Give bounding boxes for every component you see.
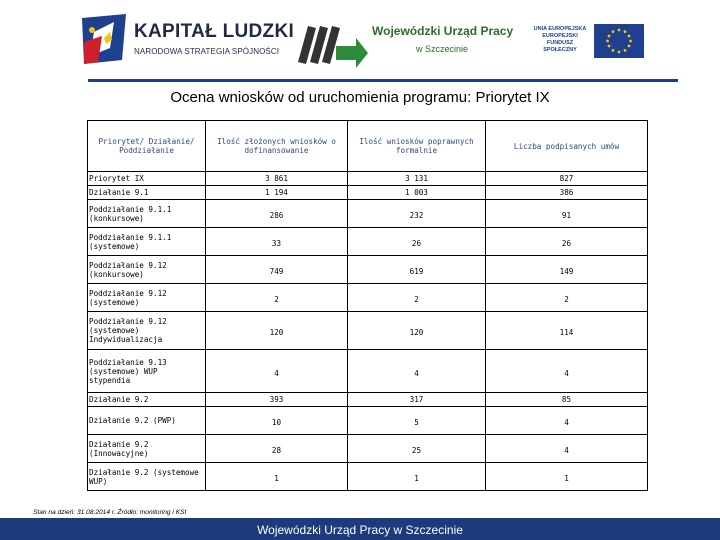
table-row (88, 200, 648, 228)
eu-logo (528, 22, 648, 68)
row-label: Działanie 9.2 (systemowe WUP) (88, 463, 206, 491)
row-submitted: 393 (206, 393, 348, 407)
wup-emblem-icon (292, 18, 368, 70)
row-correct: 5 (348, 407, 486, 435)
row-signed: 149 (486, 256, 648, 284)
row-label: Poddziałanie 9.1.1 (systemowe) (88, 228, 206, 256)
table-row (88, 435, 648, 463)
kapital-ludzki-subtitle: NARODOWA STRATEGIA SPÓJNOŚCI (134, 47, 280, 56)
row-correct: 1 003 (348, 186, 486, 200)
header-submitted: Ilość złożonych wniosków o dofinansowanie (206, 121, 348, 172)
table-row (88, 350, 648, 393)
row-label: Poddziałanie 9.13 (systemowe) WUP stypendia (88, 350, 206, 393)
row-submitted: 120 (206, 312, 348, 350)
row-label: Działanie 9.1 (88, 186, 206, 200)
eu-logo-line3: FUNDUSZ SPOŁECZNY (543, 40, 577, 53)
row-submitted: 286 (206, 200, 348, 228)
row-signed: 827 (486, 172, 648, 186)
row-signed: 26 (486, 228, 648, 256)
row-label: Poddziałanie 9.12 (konkursowe) (88, 256, 206, 284)
table-row (88, 284, 648, 312)
row-label: Poddziałanie 9.12 (systemowe) Indywidualizacja (88, 312, 206, 350)
header-correct: Ilość wniosków poprawnych formalnie (348, 121, 486, 172)
wup-logo-name: Wojewódzki Urząd Pracy (372, 24, 514, 38)
row-correct: 1 (348, 463, 486, 491)
data-source-note: Stan na dzień: 31.08.2014 r. Źródło: monitoring i KSI (33, 509, 187, 516)
row-signed: 4 (486, 350, 648, 393)
table-row (88, 407, 648, 435)
table-header-row (88, 121, 648, 172)
row-label: Działanie 9.2 (Innowacyjne) (88, 435, 206, 463)
row-label: Priorytet IX (88, 172, 206, 186)
row-correct: 4 (348, 350, 486, 393)
row-signed: 114 (486, 312, 648, 350)
eu-logo-line1: UNIA EUROPEJSKA (533, 26, 587, 32)
row-correct: 619 (348, 256, 486, 284)
table-row (88, 256, 648, 284)
kapital-ludzki-title: KAPITAŁ LUDZKI (134, 21, 295, 42)
kapital-ludzki-logo (80, 12, 295, 68)
row-correct: 120 (348, 312, 486, 350)
row-label: Poddziałanie 9.12 (systemowe) (88, 284, 206, 312)
table-row (88, 186, 648, 200)
row-correct: 3 131 (348, 172, 486, 186)
table-row (88, 463, 648, 491)
page-title: Ocena wniosków od uruchomienia programu: Priorytet IX (170, 89, 550, 106)
table-row (88, 228, 648, 256)
row-signed: 4 (486, 435, 648, 463)
footer-bar (0, 518, 720, 540)
row-signed: 85 (486, 393, 648, 407)
row-submitted: 749 (206, 256, 348, 284)
row-correct: 232 (348, 200, 486, 228)
row-submitted: 33 (206, 228, 348, 256)
row-submitted: 1 (206, 463, 348, 491)
row-signed: 386 (486, 186, 648, 200)
row-signed: 2 (486, 284, 648, 312)
row-submitted: 2 (206, 284, 348, 312)
table-row (88, 312, 648, 350)
eu-logo-text (530, 26, 590, 54)
row-label: Działanie 9.2 (PWP) (88, 407, 206, 435)
row-signed: 4 (486, 407, 648, 435)
row-submitted: 3 861 (206, 172, 348, 186)
row-submitted: 4 (206, 350, 348, 393)
wup-logo-city: w Szczecinie (416, 44, 469, 54)
row-label: Poddziałanie 9.1.1 (konkursowe) (88, 200, 206, 228)
row-correct: 26 (348, 228, 486, 256)
footer-text: Wojewódzki Urząd Pracy w Szczecinie (257, 523, 463, 537)
row-submitted: 1 194 (206, 186, 348, 200)
table-row (88, 172, 648, 186)
eu-flag-icon (594, 24, 644, 58)
table-row (88, 393, 648, 407)
wup-logo (292, 18, 514, 70)
applications-table (87, 120, 648, 491)
row-submitted: 28 (206, 435, 348, 463)
header-divider (88, 79, 678, 82)
eu-logo-line2: EUROPEJSKI (542, 33, 578, 39)
header-signed: Liczba podpisanych umów (486, 121, 648, 172)
header-priority: Priorytet/ Działanie/ Poddziałanie (88, 121, 206, 172)
row-signed: 91 (486, 200, 648, 228)
row-correct: 317 (348, 393, 486, 407)
row-signed: 1 (486, 463, 648, 491)
row-submitted: 10 (206, 407, 348, 435)
kapital-ludzki-flag-icon (80, 12, 128, 68)
row-correct: 25 (348, 435, 486, 463)
row-label: Działanie 9.2 (88, 393, 206, 407)
row-correct: 2 (348, 284, 486, 312)
